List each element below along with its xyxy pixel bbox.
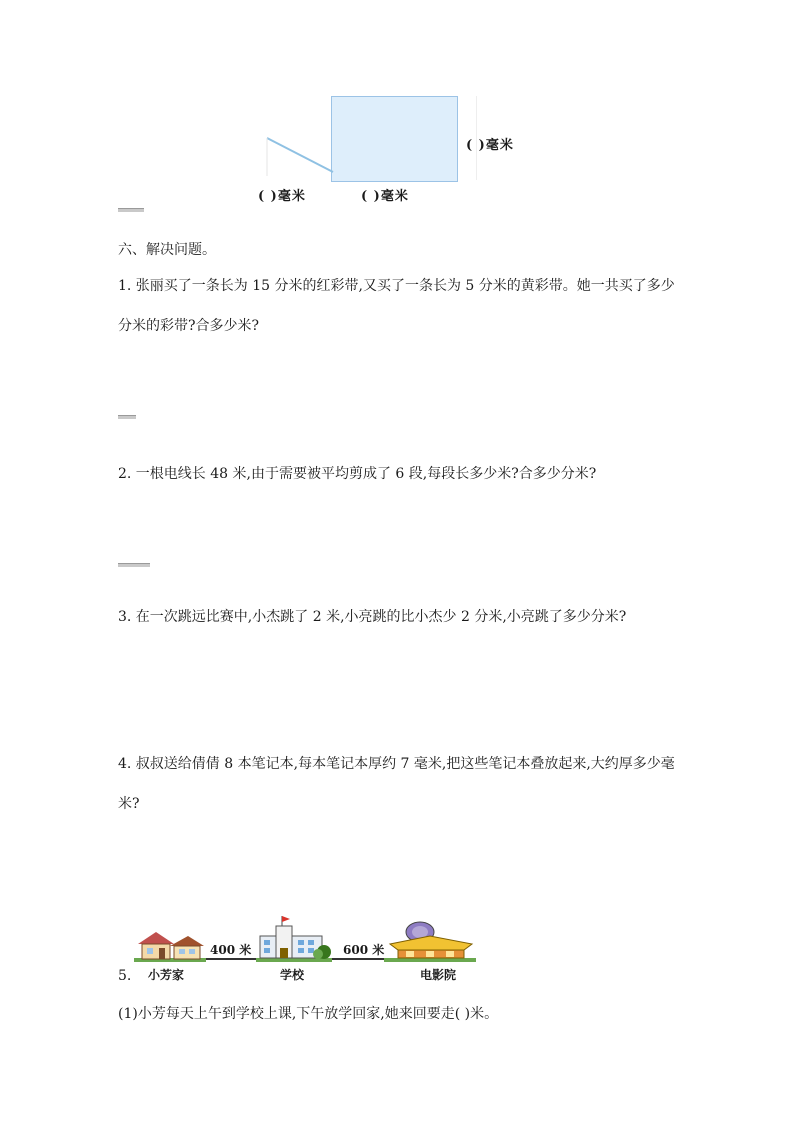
question-1-line-1: 1. 张丽买了一条长为 15 分米的红彩带,又买了一条长为 5 分米的黄彩带。她一共买了多少 [118,278,675,294]
place-home: 小芳家 [148,968,185,982]
question-4-line-2: 米? [118,796,140,812]
section-title: 六、解决问题。 [118,242,216,258]
question-5-number: 5. [118,968,132,984]
place-school: 学校 [280,968,305,982]
question-5-sub-1: (1)小芳每天上午到学校上课,下午放学回家,她来回要走( )米。 [118,1006,499,1022]
question-4-line-1: 4. 叔叔送给倩倩 8 本笔记本,每本笔记本厚约 7 毫米,把这些笔记本叠放起来,大约厚多少毫 [118,756,675,772]
question-2: 2. 一根电线长 48 米,由于需要被平均剪成了 6 段,每段长多少米?合多少分米? [118,466,597,482]
divider-mark [118,208,144,212]
pointer-line [255,130,345,180]
question-1-line-2: 分米的彩带?合多少米? [118,318,260,334]
divider-mark [118,415,136,419]
cinema-icon [384,920,476,962]
label-middle: ( )毫米 [361,189,409,204]
road-segment-2 [332,958,384,960]
house-icon [134,928,206,962]
place-cinema: 电影院 [420,968,457,982]
label-left: ( )毫米 [258,189,306,204]
distance-2: 600 米 [343,943,385,957]
divider-mark [118,563,150,567]
distance-1: 400 米 [210,943,252,957]
school-icon [256,914,332,962]
label-right: ( )毫米 [466,138,514,153]
question-3: 3. 在一次跳远比赛中,小杰跳了 2 米,小亮跳的比小杰少 2 分米,小亮跳了多少分米? [118,609,627,625]
road-segment-1 [206,958,258,960]
measure-rectangle [331,96,458,182]
